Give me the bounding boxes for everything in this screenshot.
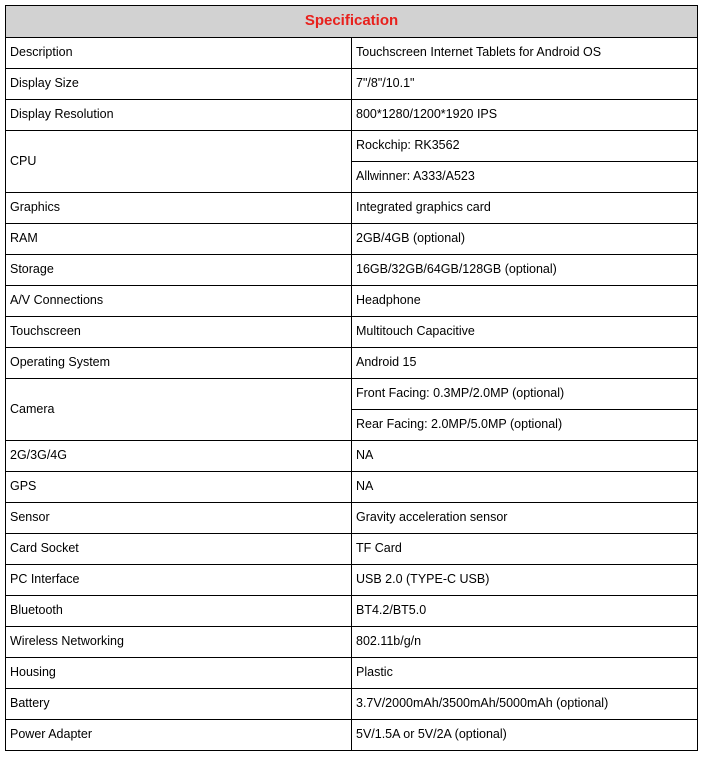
spec-value-camera: Front Facing: 0.3MP/2.0MP (optional) [352,379,698,410]
spec-label-operating-system: Operating System [6,348,352,379]
table-row [6,627,698,658]
spec-value-housing: Plastic [352,658,698,689]
table-row [6,131,698,162]
table-row [6,69,698,100]
spec-value-description: Touchscreen Internet Tablets for Android OS [352,38,698,69]
spec-value-gps: NA [352,472,698,503]
spec-value-cpu: Rockchip: RK3562 [352,131,698,162]
spec-value-bluetooth: BT4.2/BT5.0 [352,596,698,627]
table-row [6,596,698,627]
table-row [6,224,698,255]
table-row [6,317,698,348]
header-row [6,6,698,38]
table-row [6,503,698,534]
spec-label-graphics: Graphics [6,193,352,224]
table-row [6,720,698,751]
table-row [6,658,698,689]
spec-label-display-resolution: Display Resolution [6,100,352,131]
table-row [6,565,698,596]
spec-value-touchscreen: Multitouch Capacitive [352,317,698,348]
spec-label-housing: Housing [6,658,352,689]
spec-label-touchscreen: Touchscreen [6,317,352,348]
spec-value-power-adapter: 5V/1.5A or 5V/2A (optional) [352,720,698,751]
spec-value-graphics: Integrated graphics card [352,193,698,224]
spec-value-a-v-connections: Headphone [352,286,698,317]
spec-label-a-v-connections: A/V Connections [6,286,352,317]
spec-value-ram: 2GB/4GB (optional) [352,224,698,255]
spec-value-storage: 16GB/32GB/64GB/128GB (optional) [352,255,698,286]
spec-label-display-size: Display Size [6,69,352,100]
spec-label-battery: Battery [6,689,352,720]
specification-body [6,38,698,751]
spec-value-operating-system: Android 15 [352,348,698,379]
spec-label-card-socket: Card Socket [6,534,352,565]
spec-label-camera: Camera [6,379,352,441]
spec-value-pc-interface: USB 2.0 (TYPE-C USB) [352,565,698,596]
spec-label-storage: Storage [6,255,352,286]
spec-label-cpu: CPU [6,131,352,193]
spec-value-camera: Rear Facing: 2.0MP/5.0MP (optional) [352,410,698,441]
spec-label-gps: GPS [6,472,352,503]
spec-value-sensor: Gravity acceleration sensor [352,503,698,534]
spec-value-display-resolution: 800*1280/1200*1920 IPS [352,100,698,131]
table-row [6,441,698,472]
spec-value-2g-3g-4g: NA [352,441,698,472]
spec-label-2g-3g-4g: 2G/3G/4G [6,441,352,472]
table-row [6,472,698,503]
spec-value-wireless-networking: 802.11b/g/n [352,627,698,658]
spec-label-ram: RAM [6,224,352,255]
table-row [6,379,698,410]
table-row [6,348,698,379]
spec-label-bluetooth: Bluetooth [6,596,352,627]
spec-value-display-size: 7"/8"/10.1" [352,69,698,100]
table-row [6,286,698,317]
specification-title: Specification [6,6,698,38]
spec-label-pc-interface: PC Interface [6,565,352,596]
spec-label-sensor: Sensor [6,503,352,534]
table-row [6,193,698,224]
table-row [6,534,698,565]
spec-label-power-adapter: Power Adapter [6,720,352,751]
spec-value-battery: 3.7V/2000mAh/3500mAh/5000mAh (optional) [352,689,698,720]
table-row [6,38,698,69]
table-row [6,100,698,131]
spec-value-cpu: Allwinner: A333/A523 [352,162,698,193]
table-row [6,255,698,286]
specification-table [5,5,698,751]
spec-label-description: Description [6,38,352,69]
table-row [6,689,698,720]
spec-label-wireless-networking: Wireless Networking [6,627,352,658]
spec-value-card-socket: TF Card [352,534,698,565]
